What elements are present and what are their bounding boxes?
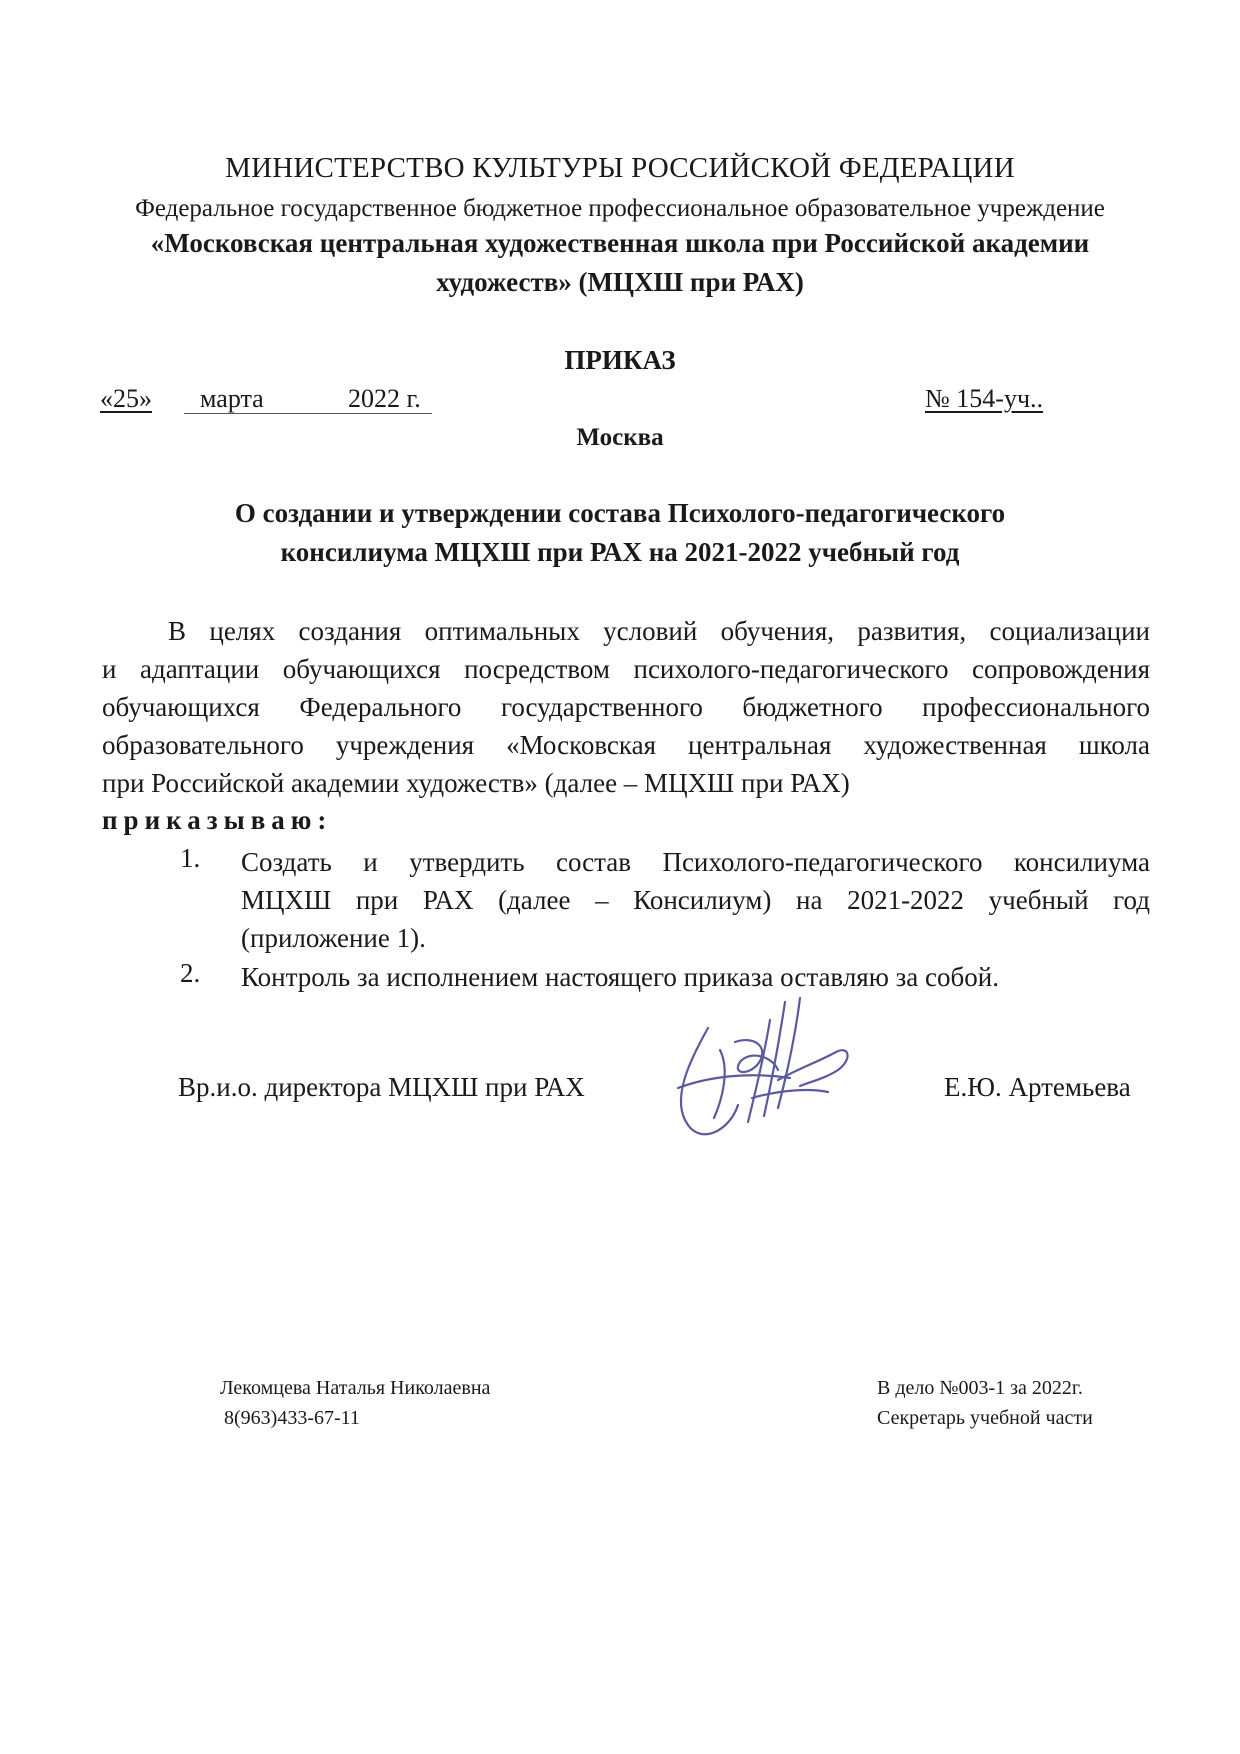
order-word: приказываю: bbox=[102, 805, 333, 835]
item-number: 2. bbox=[180, 958, 201, 988]
signatory-position: Вр.и.о. директора МЦХШ при РАХ bbox=[178, 1072, 585, 1102]
city: Москва bbox=[576, 424, 664, 451]
subject-line1: О создании и утверждении состава Психолого-педагогического bbox=[234, 498, 1006, 528]
date-year: 2022 г. bbox=[348, 384, 421, 413]
handwritten-signature bbox=[660, 990, 890, 1160]
date-underline bbox=[184, 413, 432, 414]
secretary-note: Секретарь учебной части bbox=[877, 1407, 1093, 1429]
file-note: В дело №003-1 за 2022г. bbox=[877, 1377, 1083, 1399]
order-number: № 154-уч.. bbox=[925, 384, 1044, 413]
executor-name: Лекомцева Наталья Николаевна bbox=[220, 1377, 491, 1399]
preamble-line: и адаптации обучающихся посредством психолого-педагогического сопровождения bbox=[102, 654, 1150, 684]
preamble-line: образовательного учреждения «Московская центральная художественная школа bbox=[102, 730, 1150, 760]
ministry-name: МИНИСТЕРСТВО КУЛЬТУРЫ РОССИЙСКОЙ ФЕДЕРАЦИИ bbox=[225, 152, 1015, 184]
item-text-line: Создать и утвердить состав Психолого-педагогического консилиума bbox=[241, 847, 1150, 877]
signatory-name: Е.Ю. Артемьева bbox=[944, 1072, 1131, 1102]
subject-line2: консилиума МЦХШ при РАХ на 2021-2022 учебный год bbox=[280, 537, 960, 567]
item-number: 1. bbox=[180, 843, 201, 873]
executor-phone: 8(963)433-67-11 bbox=[224, 1407, 360, 1429]
item-text-line: (приложение 1). bbox=[241, 923, 426, 953]
date-month: марта bbox=[200, 384, 264, 413]
preamble-line: при Российской академии художеств» (далее – МЦХШ при РАХ) bbox=[102, 768, 850, 798]
institution-type: Федеральное государственное бюджетное профессиональное образовательное учреждение bbox=[135, 195, 1105, 222]
preamble-line: обучающихся Федерального государственного бюджетного профессионального bbox=[102, 692, 1150, 722]
item-text-line: Контроль за исполнением настоящего приказа оставляю за собой. bbox=[241, 962, 999, 992]
institution-name-line2: художеств» (МЦХШ при РАХ) bbox=[436, 267, 804, 297]
item-text-line: МЦХШ при РАХ (далее – Консилиум) на 2021-2022 учебный год bbox=[241, 885, 1150, 915]
preamble-line: В целях создания оптимальных условий обучения, развития, социализации bbox=[168, 616, 1150, 646]
document-title: ПРИКАЗ bbox=[564, 345, 676, 375]
institution-name-line1: «Московская центральная художественная школа при Российской академии bbox=[150, 228, 1090, 258]
date-day: «25» bbox=[100, 384, 152, 413]
